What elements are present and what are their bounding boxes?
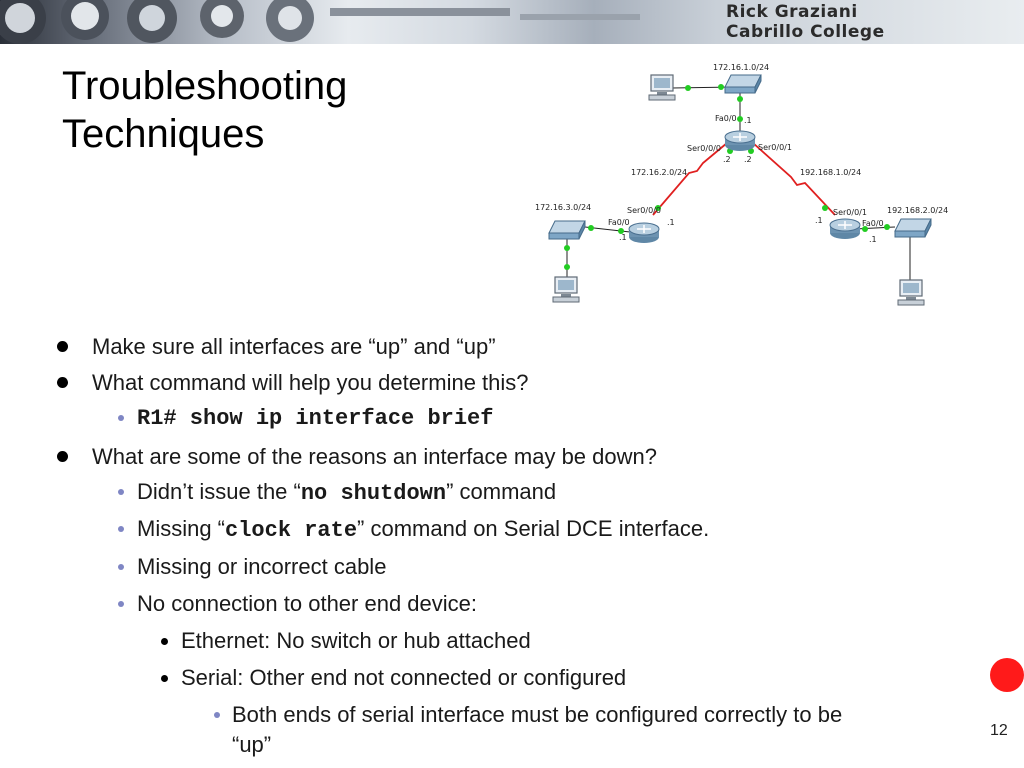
reason-clock-rate-pre: Missing “ xyxy=(137,516,226,541)
label-ser000-top: Ser0/0/0 xyxy=(687,144,721,153)
label-dot1-left-fa: .1 xyxy=(619,233,627,242)
label-dot2-right: .2 xyxy=(744,155,752,164)
bullet-icon xyxy=(57,451,68,462)
banner-decoration xyxy=(0,0,700,44)
pc-left-icon xyxy=(553,277,579,302)
router-r1-icon xyxy=(725,131,755,151)
bullet-icon xyxy=(57,341,68,352)
label-fa0-0-top: Fa0/0 xyxy=(715,114,737,123)
reason-no-shutdown-pre: Didn’t issue the “ xyxy=(137,479,301,504)
reason-ethernet: Ethernet: No switch or hub attached xyxy=(181,628,531,653)
bullet-icon xyxy=(57,377,68,388)
command-show-ip-interface-brief: R1# show ip interface brief xyxy=(137,406,494,431)
label-net-left-link: 172.16.2.0/24 xyxy=(631,168,688,177)
pc-top-icon xyxy=(649,75,675,100)
title-line-1: Troubleshooting xyxy=(62,64,348,108)
network-topology-diagram xyxy=(525,55,965,315)
label-dot1-right-fa: .1 xyxy=(869,235,877,244)
level4-bullet-icon xyxy=(214,712,220,718)
title-line-2: Techniques xyxy=(62,112,265,156)
sub-sub-bullet-icon xyxy=(161,675,168,682)
page-number: 12 xyxy=(990,722,1008,739)
label-ser000-left: Ser0/0/0 xyxy=(627,206,661,215)
sub-sub-bullet-icon xyxy=(161,638,168,645)
reason-serial-both-ends-line2: “up” xyxy=(232,732,272,757)
switch-left-icon xyxy=(549,221,585,239)
label-net-top: 172.16.1.0/24 xyxy=(713,63,770,72)
label-dot1-top: .1 xyxy=(744,116,752,125)
pc-right-icon xyxy=(898,280,924,305)
label-fa0-0-right: Fa0/0 xyxy=(862,219,884,228)
bullet-reasons-down: What are some of the reasons an interface may be down? xyxy=(92,444,657,469)
code-no-shutdown: no shutdown xyxy=(300,481,447,506)
reason-clock-rate-post: ” command on Serial DCE interface. xyxy=(357,516,710,541)
sub-bullet-icon xyxy=(118,489,124,495)
slide-title xyxy=(62,62,482,158)
banner-text xyxy=(726,2,885,42)
reason-serial: Serial: Other end not connected or configured xyxy=(181,665,627,690)
label-ser001-top: Ser0/0/1 xyxy=(758,143,792,152)
label-net-right-lan: 192.168.2.0/24 xyxy=(887,206,949,215)
banner-college: Cabrillo College xyxy=(726,22,885,42)
label-ser001-right: Ser0/0/1 xyxy=(833,208,867,217)
reason-clock-rate xyxy=(137,516,709,543)
label-dot1-left-ser: .1 xyxy=(667,218,675,227)
sub-bullet-icon xyxy=(118,526,124,532)
label-net-right-link: 192.168.1.0/24 xyxy=(800,168,862,177)
reason-no-shutdown-post: ” command xyxy=(446,479,557,504)
reason-serial-both-ends-line1: Both ends of serial interface must be configured correctly to be xyxy=(232,702,843,727)
label-dot1-right-ser: .1 xyxy=(815,216,823,225)
banner-author: Rick Graziani xyxy=(726,2,858,22)
label-dot2-left: .2 xyxy=(723,155,731,164)
sub-bullet-icon xyxy=(118,564,124,570)
bullet-interfaces-up: Make sure all interfaces are “up” and “up” xyxy=(92,334,496,359)
header-banner xyxy=(0,0,1024,44)
red-marker-dot xyxy=(990,658,1024,692)
link-status-dots xyxy=(564,84,890,270)
router-left-icon xyxy=(629,223,659,243)
router-right-icon xyxy=(830,219,860,239)
reason-no-connection: No connection to other end device: xyxy=(137,591,478,616)
switch-right-icon xyxy=(895,219,931,237)
reason-no-shutdown xyxy=(137,479,556,506)
sub-bullet-icon xyxy=(118,415,124,421)
label-net-left-lan: 172.16.3.0/24 xyxy=(535,203,592,212)
sub-bullet-icon xyxy=(118,601,124,607)
reason-cable: Missing or incorrect cable xyxy=(137,554,387,579)
label-fa0-0-left: Fa0/0 xyxy=(608,218,630,227)
bullet-command-question: What command will help you determine this? xyxy=(92,370,529,395)
code-clock-rate: clock rate xyxy=(225,518,358,543)
switch-top-icon xyxy=(725,75,761,93)
